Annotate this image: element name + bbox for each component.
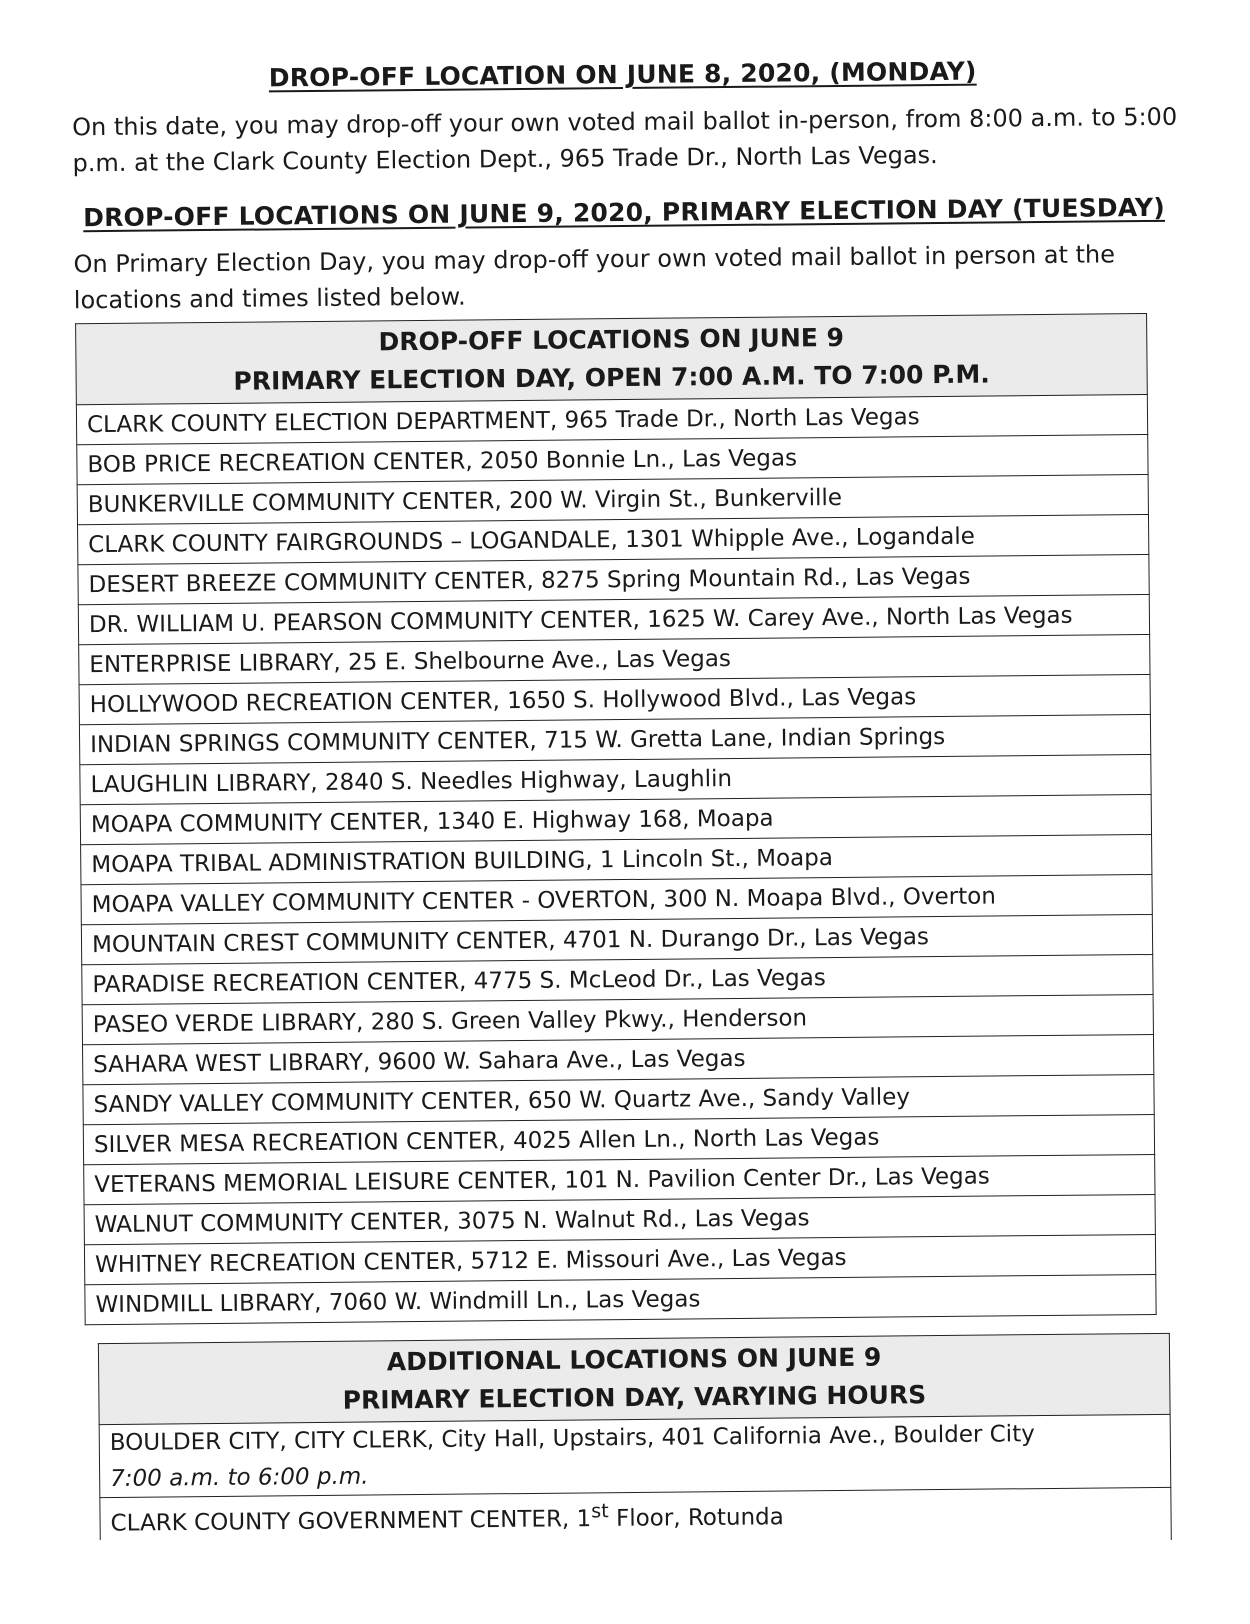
location-cell: BUNKERVILLE COMMUNITY CENTER, 200 W. Virgin St., Bunkerville (77, 475, 1148, 525)
location-cell: DESERT BREEZE COMMUNITY CENTER, 8275 Spring Mountain Rd., Las Vegas (78, 554, 1149, 604)
location-cell: HOLLYWOOD RECREATION CENTER, 1650 S. Hollywood Blvd., Las Vegas (79, 674, 1150, 724)
location-cell: CLARK COUNTY FAIRGROUNDS – LOGANDALE, 1301 Whipple Ave., Logandale (78, 514, 1149, 564)
location-cell: MOAPA TRIBAL ADMINISTRATION BUILDING, 1 Lincoln St., Moapa (81, 834, 1152, 884)
location-cell: SANDY VALLEY COMMUNITY CENTER, 650 W. Quartz Ave., Sandy Valley (83, 1074, 1154, 1124)
location-cell: PARADISE RECREATION CENTER, 4775 S. McLeod Dr., Las Vegas (82, 954, 1153, 1004)
table-cell (99, 1414, 1171, 1497)
table-header (76, 314, 1148, 405)
dropoff-locations-table (75, 313, 1157, 1325)
location-cell: WHITNEY RECREATION CENTER, 5712 E. Missouri Ave., Las Vegas (84, 1234, 1155, 1284)
june8-text: On this date, you may drop-off your own voted mail ballot in-person, from 8:00 a.m. to 5:00 p.m. at the Clark County Election Dept., 965 Trade Dr., North Las Vegas. (72, 102, 1178, 178)
location-cell: INDIAN SPRINGS COMMUNITY CENTER, 715 W. Gretta Lane, Indian Springs (79, 714, 1150, 764)
june8-heading: DROP-OFF LOCATION ON JUNE 8, 2020, (MONDAY) (268, 56, 977, 93)
table-header-line2: PRIMARY ELECTION DAY, VARYING HOURS (342, 1380, 927, 1415)
page-bottom-margin (0, 1540, 1250, 1618)
dropoff-locations-rows (76, 395, 1156, 1325)
table-header (98, 1333, 1170, 1424)
ordinal-suffix: st (591, 1499, 609, 1523)
location-cell: VETERANS MEMORIAL LEISURE CENTER, 101 N. Pavilion Center Dr., Las Vegas (84, 1154, 1155, 1204)
june9-heading: DROP-OFF LOCATIONS ON JUNE 9, 2020, PRIMARY ELECTION DAY (TUESDAY) (83, 192, 1166, 233)
location-cell: LAUGHLIN LIBRARY, 2840 S. Needles Highway, Laughlin (80, 754, 1151, 804)
location-name-part1: CLARK COUNTY GOVERNMENT CENTER, 1 (110, 1506, 592, 1537)
location-name-part2: Floor, Rotunda (608, 1504, 784, 1532)
table-row (99, 1414, 1171, 1497)
location-cell: MOAPA VALLEY COMMUNITY CENTER - OVERTON, 300 N. Moapa Blvd., Overton (81, 874, 1152, 924)
location-name: BOULDER CITY, CITY CLERK, City Hall, Upstairs, 401 California Ave., Boulder City (109, 1421, 1035, 1457)
table-header-line1: DROP-OFF LOCATIONS ON JUNE 9 (378, 322, 845, 357)
location-cell: ENTERPRISE LIBRARY, 25 E. Shelbourne Ave., Las Vegas (79, 634, 1150, 684)
location-cell: SILVER MESA RECREATION CENTER, 4025 Allen Ln., North Las Vegas (83, 1114, 1154, 1164)
location-cell: MOUNTAIN CREST COMMUNITY CENTER, 4701 N. Durango Dr., Las Vegas (81, 914, 1152, 964)
location-cell: SAHARA WEST LIBRARY, 9600 W. Sahara Ave., Las Vegas (83, 1034, 1154, 1084)
table-header-line1: ADDITIONAL LOCATIONS ON JUNE 9 (386, 1342, 882, 1377)
location-cell: PASEO VERDE LIBRARY, 280 S. Green Valley Pkwy., Henderson (82, 994, 1153, 1044)
location-cell: BOB PRICE RECREATION CENTER, 2050 Bonnie Ln., Las Vegas (77, 435, 1148, 485)
table-header-row (98, 1333, 1170, 1424)
location-cell: DR. WILLIAM U. PEARSON COMMUNITY CENTER, 1625 W. Carey Ave., North Las Vegas (78, 594, 1149, 644)
location-cell: MOAPA COMMUNITY CENTER, 1340 E. Highway 168, Moapa (80, 794, 1151, 844)
table-header-line2: PRIMARY ELECTION DAY, OPEN 7:00 A.M. TO 7:00 P.M. (233, 359, 990, 396)
location-hours: 7:00 a.m. to 6:00 p.m. (110, 1463, 369, 1493)
table-header-row (76, 314, 1148, 405)
location-cell: WINDMILL LIBRARY, 7060 W. Windmill Ln., Las Vegas (85, 1274, 1156, 1324)
june9-text: On Primary Election Day, you may drop-off your own voted mail ballot in person at the locations and times listed below. (73, 240, 1116, 315)
location-cell: WALNUT COMMUNITY CENTER, 3075 N. Walnut Rd., Las Vegas (84, 1194, 1155, 1244)
location-cell: CLARK COUNTY ELECTION DEPARTMENT, 965 Trade Dr., North Las Vegas (76, 395, 1147, 445)
